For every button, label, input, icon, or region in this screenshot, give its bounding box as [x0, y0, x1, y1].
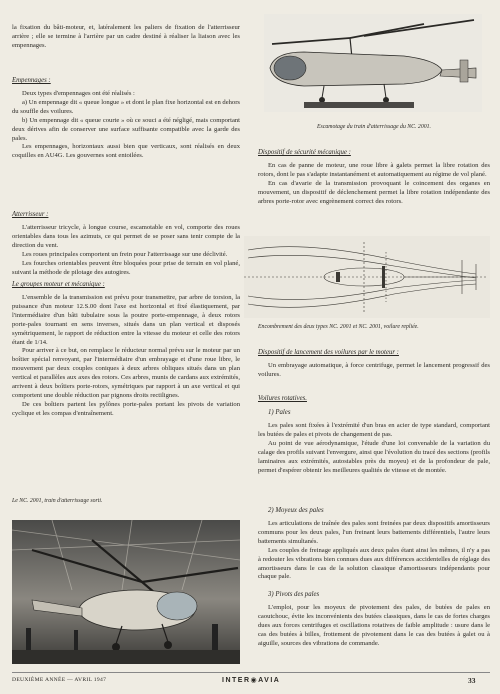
helicopter-side-illustration [264, 14, 482, 112]
heading-lancement: Dispositif de lancement des voilures par le moteur : [258, 349, 399, 356]
paragraph: En cas de panne de moteur, une roue libre à galets permet la libre rotation des rotors, dont le pas s'adapte instantanément et automatiquement au régime de vol plané. [258, 162, 490, 178]
paragraph: Un embrayage automatique, à force centrifuge, permet le lancement progressif des voilures. [258, 362, 490, 378]
heading-groupes: Le groupes moteur et mécanique : [12, 281, 105, 288]
page-number: 33 [468, 676, 476, 685]
paragraph: Les articulations de traînée des pales sont freinées par deux dispositifs amortisseurs communs pour les deux pales, l'un freinant leurs battements différentiels, l'autre leurs battements simultanés. [258, 520, 490, 545]
footer-issue: DEUXIÈME ANNÉE — AVRIL 1947 [12, 677, 107, 683]
planform-drawing [244, 236, 490, 318]
paragraph: Les couples de freinage appliqués aux deux pales étant ainsi les mêmes, il n'y a pas à redouter les vibrations bien connues dues aux différences accidentelles de réglage des amortisseurs dans le cas de la solution classique d'amortisseurs indépendants pour chaque pale. [258, 546, 490, 581]
photo-caption: Le NC. 2001, train d'atterrissage sorti. [12, 498, 103, 504]
paragraph: Pour arriver à ce but, on remplace le réducteur normal prévu sur le moteur par un boîtier spécial renvoyant, par l'intermédiaire d'un embrayage et d'une roue libre, le mouvement par deux couples coniques à deux arbres obliques situés dans un plan vertical et parallèles aux axes des rotors. Ces arbres, munis de cardans aux extrémités, arrivent à deux boîtiers porte-rotors, symétriques par rapport à un axe vertical et qui comportent une double réduction par pignons droits rectilignes. [12, 347, 240, 399]
paragraph: De ces boîtiers partent les pylônes porte-pales portant les pivots de variation cyclique et les compas d'entraînement. [12, 400, 240, 417]
drawing-caption: Encombrement des deux types NC. 2001 et NC. 2001, voilure repliée. [258, 324, 419, 330]
paragraph: Les pales sont fixées à l'extrémité d'un bras en acier de type standard, comportant les butées de pales et pivots de changement de pas. [258, 422, 490, 438]
paragraph: Au point de vue aérodynamique, l'étude d'une loi convenable de la variation du calage des profils suivant l'envergure, ainsi que l'évolution du tracé des sections (profils laminaires aux extrémités, autostables près du moyeu) et de la profondeur de pale, permet d'espérer obtenir les meilleures qualités de vitesse et de montée. [258, 439, 490, 474]
subheading-pales: 1) Pales [268, 409, 291, 416]
paragraph: En cas d'avarie de la transmission provoquant le coincement des organes en mouvement, un dispositif de déclenchement permet la libre rotation indépendante des arbres porte-rotor avec engrènement correct des rotors. [258, 179, 490, 205]
helicopter-hangar-illustration [12, 520, 240, 664]
subheading-moyeux: 2) Moyeux des pales [268, 507, 324, 514]
heading-empennages: Empennages : [12, 77, 51, 84]
paragraph: Deux types d'empennages ont été réalisés : [22, 90, 135, 97]
paragraph: b) Un empennage dit « queue courte » où ce souci a été négligé, mais comportant deux dérives afin de conserver une surface suffisante compatible avec la garde des pales. [12, 116, 240, 142]
footer-brand-logo: INTER◉AVIA [222, 677, 281, 684]
helicopter-hangar-photo [12, 520, 240, 664]
paragraph: L'ensemble de la transmission est prévu pour transmettre, par arbre de torsion, la puissance d'un moteur 12.S.00 dont l'axe est horizontal et fixé élastiquement, par l'intermédiaire d'un bâti tubulaire sous la poutre porte-empennage, à deux rotors porte-pales tournant en sens inverses, situés dans un plan vertical et disposés symétriquement, le rapport de réduction entre la vitesse du moteur et celle des rotors étant de 1/14. [12, 294, 240, 346]
heading-voilures: Voilures rotatives. [258, 395, 307, 402]
paragraph: Les roues principales comportent un frein pour l'atterrissage sur une déclivité. [22, 250, 228, 258]
subheading-pivots: 3) Pivots des pales [268, 591, 320, 598]
paragraph: L'atterrisseur tricycle, à longue course, escamotable en vol, comporte des roues orientables dans tous les azimuts, ce qui permet de se poser sans tenir compte de la direction du vent. [12, 224, 240, 249]
paragraph: Les fourches orientables peuvent être bloquées pour prise de terrain en vol plané, suivant la méthode de pilotage des autogires. [12, 259, 240, 276]
paragraph: Les empennages, horizontaux aussi bien que verticaux, sont réalisés en deux coquilles en AU4G. Les gouvernes sont entoilées. [12, 143, 240, 160]
photo-caption: Escamotage du train d'atterrissage du NC. 2001. [317, 124, 431, 130]
dimension-drawing [244, 236, 490, 318]
paragraph: la fixation du bâti-moteur, et, latéralement les paliers de fixation de l'atterrisseur arrière ; elle se termine à l'arrière par un cadre destiné à réaliser la liaison avec les empennages. [12, 24, 240, 49]
paragraph: L'emploi, pour les moyeux de pivotement des pales, de butées de pales en caoutchouc, évite les inconvénients des butées classiques, dans le cas de fortes charges dues aux forces centrifuges et oscillations rotatives de faible amplitude : usure dans le cas des butées à billes, frottement de pivotement dans le cas des butées à galet ou à aiguille, sources des vibrations de commande. [258, 604, 490, 647]
heading-atterrisseur: Atterrisseur : [12, 211, 49, 218]
paragraph: a) Un empennage dit « queue longue » et dont le plan fixe horizontal est en dehors du souffle des voilures. [12, 98, 240, 115]
helicopter-landing-gear-photo [264, 14, 482, 112]
footer-rule [12, 672, 490, 673]
heading-securite: Dispositif de sécurité mécanique : [258, 149, 351, 156]
